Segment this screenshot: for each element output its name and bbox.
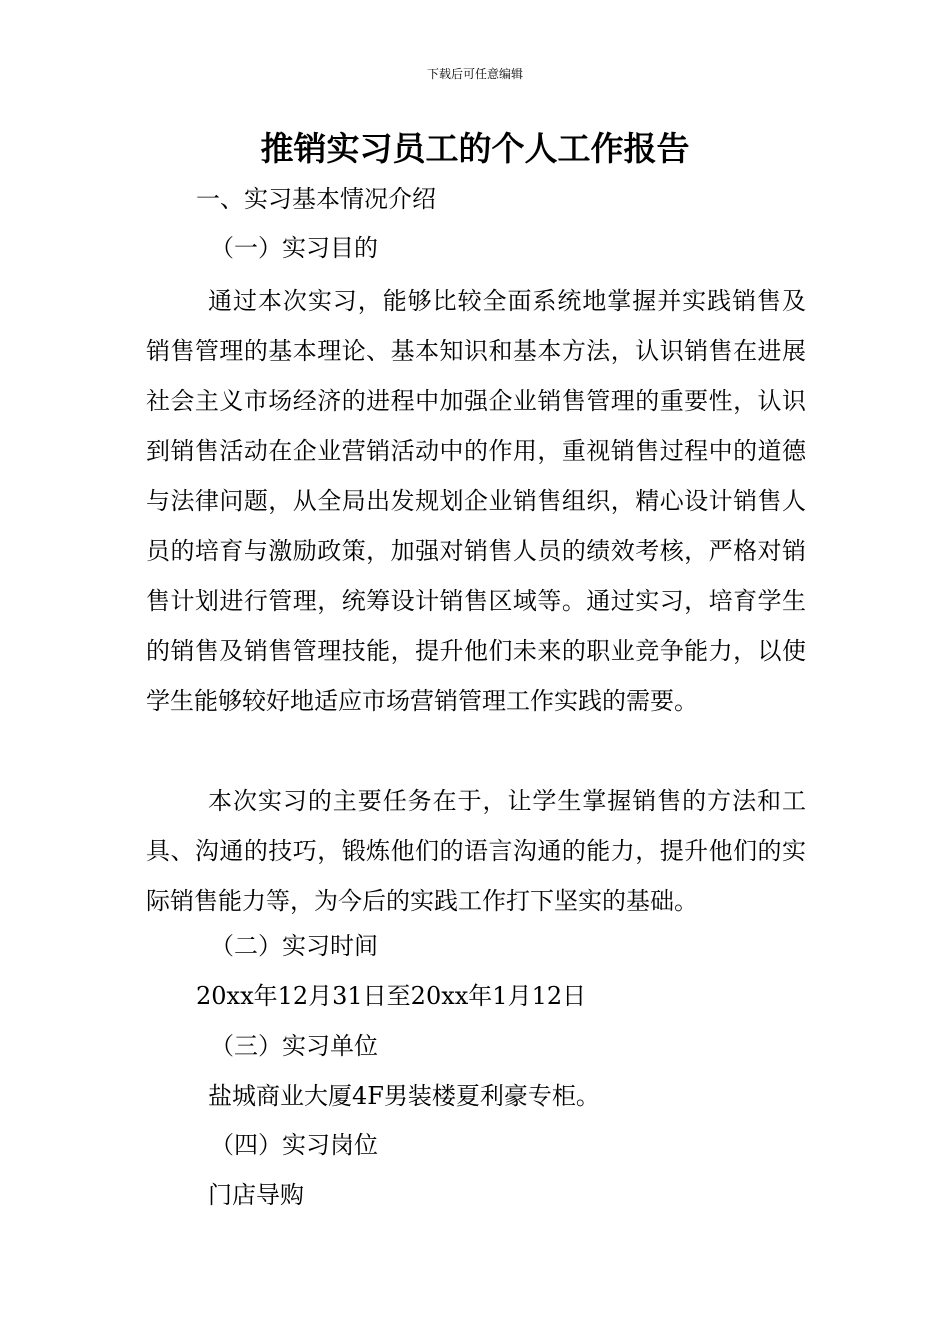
paragraph-purpose: 通过本次实习，能够比较全面系统地掌握并实践销售及销售管理的基本理论、基本知识和基本方法，认识销售在进展社会主义市场经济的进程中加强企业销售管理的重要性，认识到销售活动在企业营销活动中的作用，重视销售过程中的道德与法律问题，从全局出发规划企业销售组织，精心设计销售人员的培育与激励政策，加强对销售人员的绩效考核，严格对销售计划进行管理，统筹设计销售区域等。通过实习，培育学生的销售及销售管理技能，提升他们未来的职业竞争能力，以使学生能够较好地适应市场营销管理工作实践的需要。 <box>146 287 806 715</box>
download-note: 下载后可任意编辑 <box>426 67 523 81</box>
subheading-time: （二）实习时间 <box>210 932 378 960</box>
subheading-purpose: （一）实习目的 <box>210 234 378 262</box>
document-title: 推销实习员工的个人工作报告 <box>260 129 690 168</box>
subheading-unit: （三）实习单位 <box>210 1032 378 1060</box>
internship-time-value: 20xx年12月31日至20xx年1月12日 <box>196 982 587 1010</box>
internship-unit-value: 盐城商业大厦4F男装楼夏利豪专柜。 <box>208 1082 600 1110</box>
section-heading-basic-info: 一、实习基本情况介绍 <box>196 185 436 213</box>
paragraph-main-task: 本次实习的主要任务在于，让学生掌握销售的方法和工具、沟通的技巧，锻炼他们的语言沟通的能力，提升他们的实际销售能力等，为今后的实践工作打下坚实的基础。 <box>146 787 806 915</box>
subheading-post: （四）实习岗位 <box>210 1131 378 1159</box>
internship-post-value: 门店导购 <box>208 1181 304 1209</box>
